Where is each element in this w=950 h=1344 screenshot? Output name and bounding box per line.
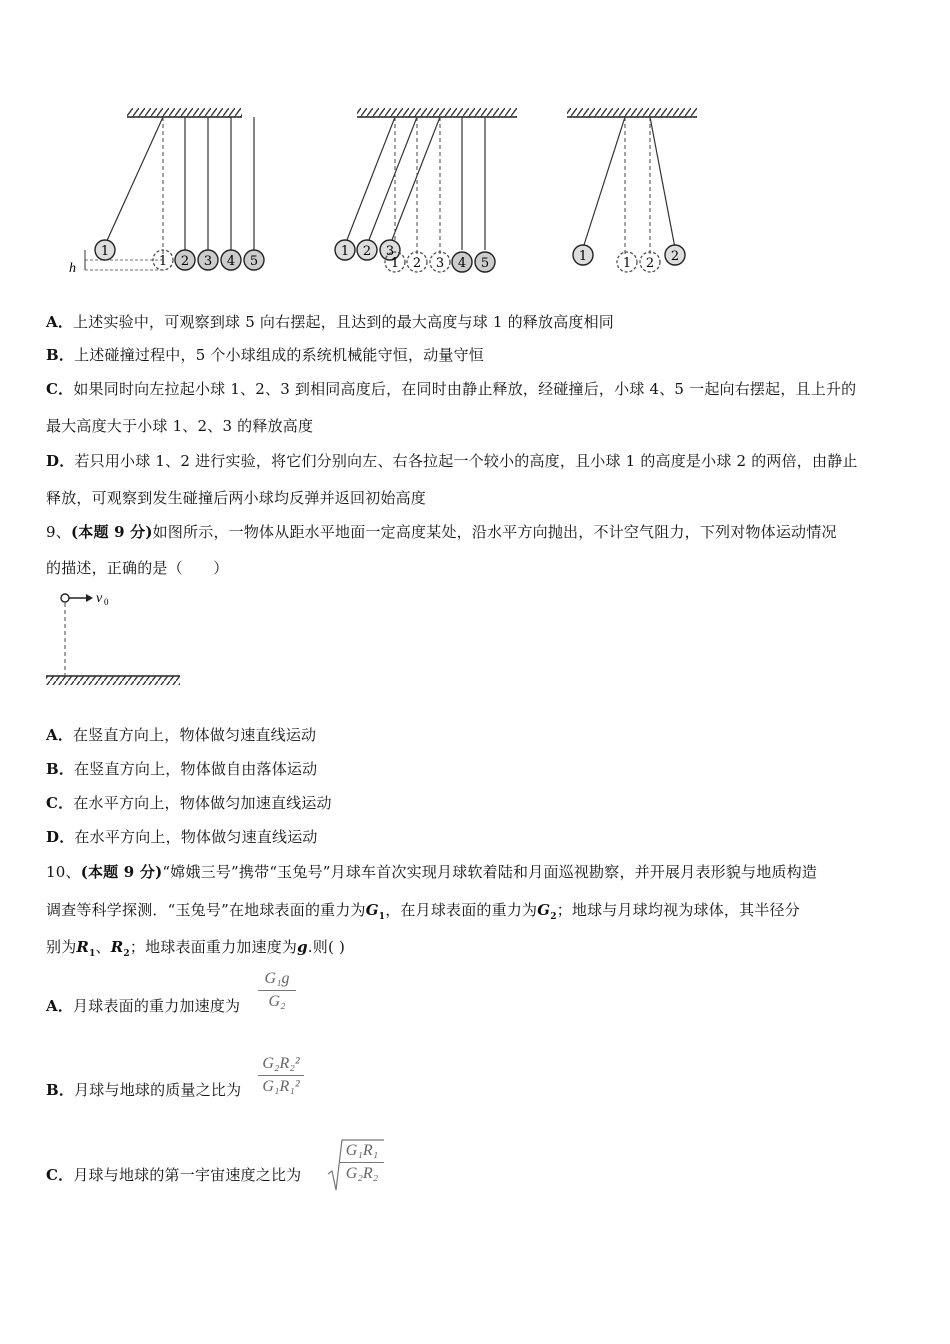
q9-option-a: A．在竖直方向上，物体做匀速直线运动 [46,726,317,744]
height-label: h [69,261,76,276]
fraction-a: G₁g G₂ [258,970,296,1011]
cradle-panel-2 [335,108,517,272]
ball-label: 2 [670,249,680,264]
ball-label: 2 [645,256,655,271]
ball-label: 1 [622,256,632,271]
cradle-panel-3 [567,108,697,272]
q8-option-b: B．上述碰撞过程中，5 个小球组成的系统机械能守恒，动量守恒 [46,346,485,364]
ball-label: 1 [578,249,588,264]
ball-label: 2 [412,256,422,271]
ball-label: 1 [158,254,168,269]
ball-label: 3 [203,254,213,269]
newtons-cradle-figure [55,100,715,285]
q9-stem-cont: 的描述，正确的是（ ） [46,559,229,577]
q10-stem-cont-2: 别为$R_1$、$R_2$；地球表面重力加速度为g.则( ) [46,938,346,959]
ball-label: 1 [100,244,110,259]
q8-option-c-cont: 最大高度大于小球 1、2、3 的释放高度 [46,417,314,435]
q10-stem: 10、(本题 9 分)“嫦娥三号”携带“玉兔号”月球车首次实现月球软着陆和月面巡视勘察，并开展月表形貌与地质构造 [46,863,818,881]
projectile-figure [44,585,184,695]
q8-option-c: C．如果同时向左拉起小球 1、2、3 到相同高度后，在同时由静止释放，经碰撞后，小球 4、5 一起向右摆起，且上升的 [46,380,857,398]
ball-label: 5 [480,256,490,271]
ball-label: 3 [385,244,395,259]
q10-option-a: A．月球表面的重力加速度为 [46,997,241,1015]
q8-option-a: A．上述实验中，可观察到球 5 向右摆起，且达到的最大高度与球 1 的释放高度相同 [46,313,615,331]
cradle-panel-1 [69,108,264,276]
q9-option-c: C．在水平方向上，物体做匀加速直线运动 [46,794,332,812]
ball-label: 1 [340,244,350,259]
q8-option-d-cont: 释放，可观察到发生碰撞后两小球均反弹并返回初始高度 [46,489,427,507]
ball-label: 2 [362,244,372,259]
velocity-subscript: 0 [104,597,109,607]
fraction-b: G₂R₂² G₁R₁² [258,1055,304,1096]
q8-option-d: D．若只用小球 1、2 进行实验，将它们分别向左、右各拉起一个较小的高度，且小球 1 的高度是小球 2 的两倍，由静止 [46,452,858,470]
q9-option-d: D．在水平方向上，物体做匀速直线运动 [46,828,318,846]
ball-label: 4 [226,254,236,269]
q10-stem-cont: 调查等科学探测．“玉兔号”在地球表面的重力为$G_1$，在月球表面的重力为$G_2$；地球与月球均视为球体，其半径分 [46,901,800,922]
ball-label: 5 [249,254,259,269]
q10-option-b: B．月球与地球的质量之比为 [46,1081,242,1099]
q10-option-c: C．月球与地球的第一宇宙速度之比为 [46,1166,302,1184]
ball-label: 3 [435,256,445,271]
q9-option-b: B．在竖直方向上，物体做自由落体运动 [46,760,318,778]
ball-label: 2 [180,254,190,269]
fraction-c: G₁R₁ G₂R₂ [340,1142,384,1183]
velocity-label: v [96,591,103,606]
ball-label: 1 [390,256,400,271]
ball-label: 4 [457,256,467,271]
q9-stem: 9、(本题 9 分)如图所示，一物体从距水平地面一定高度某处，沿水平方向抛出，不计空气阻力，下列对物体运动情况 [46,523,837,541]
